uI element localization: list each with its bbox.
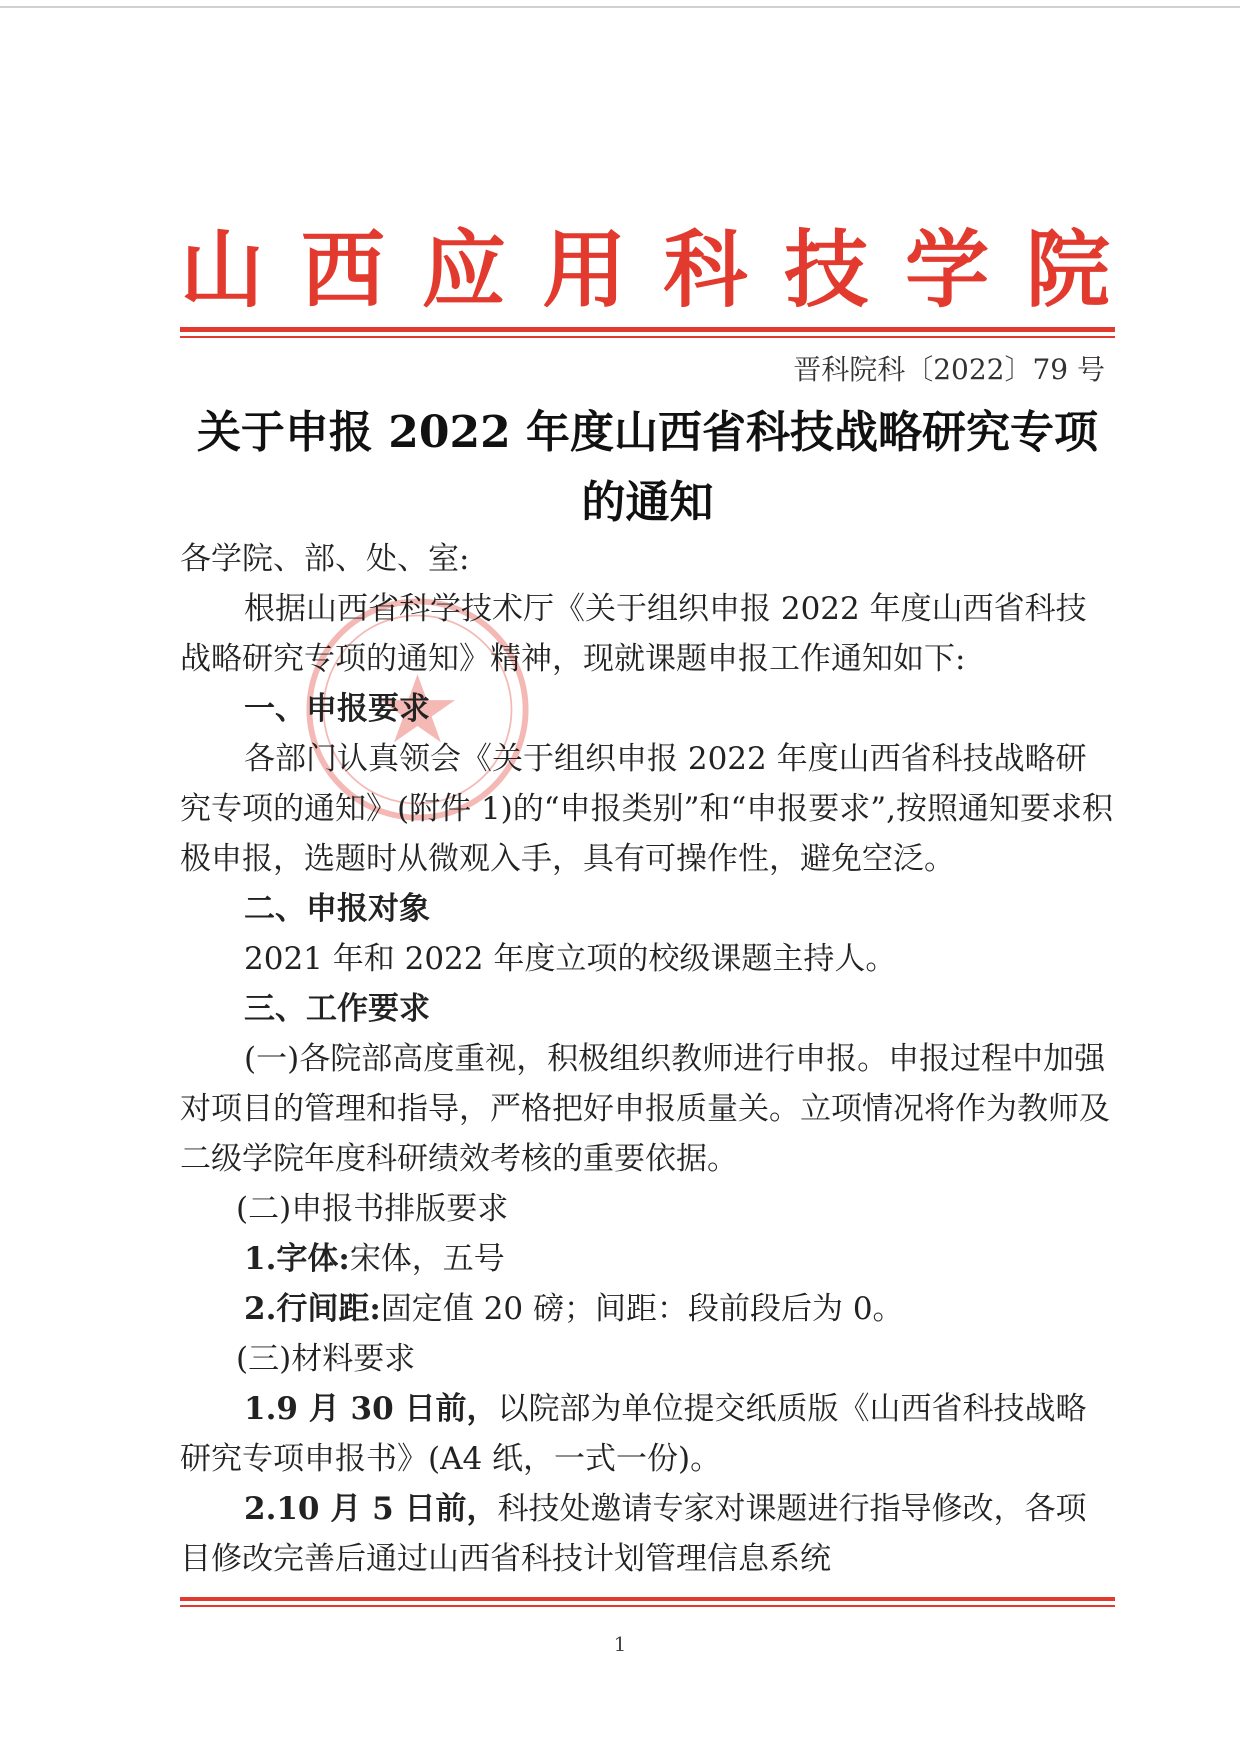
materials-item-2-date: 2.10 月 5 日前， <box>244 1491 498 1527</box>
document-body <box>180 534 1115 1584</box>
masthead-char: 山 <box>180 220 265 319</box>
format-font-label: 1.字体: <box>244 1241 350 1277</box>
scan-edge-line <box>0 6 1240 8</box>
intro-paragraph: 根据山西省科学技术厅《关于组织申报 2022 年度山西省科技战略研究专项的通知》精神，现就课题申报工作通知如下: <box>180 591 1087 677</box>
masthead <box>180 220 1110 320</box>
header-red-rule <box>180 327 1115 332</box>
header-red-rule-thin <box>180 336 1115 338</box>
section-heading-work-requirements: 三、工作要求 <box>244 991 430 1027</box>
masthead-char: 学 <box>905 220 990 319</box>
page-number: 1 <box>613 1632 627 1656</box>
section-heading-applicants: 二、申报对象 <box>244 891 430 927</box>
salutation: 各学院、部、处、室: <box>180 541 470 577</box>
requirements-paragraph: 各部门认真领会《关于组织申报 2022 年度山西省科技战略研究专项的通知》(附件 1)的“申报类别”和“申报要求”,按照通知要求积极申报，选题时从微观入手，具有可操作性，避免空泛。 <box>180 741 1114 877</box>
format-spacing-value: 固定值 20 磅；间距：段前段后为 0。 <box>380 1291 904 1327</box>
masthead-char: 技 <box>784 220 869 319</box>
title-line-1: 关于申报 2022 年度山西省科技战略研究专项 <box>196 407 1099 458</box>
masthead-char: 西 <box>300 220 385 319</box>
document-number: 晋科院科〔2022〕79 号 <box>793 353 1105 386</box>
materials-item-1-date: 1.9 月 30 日前， <box>244 1391 498 1427</box>
materials-item-2 <box>180 1484 1115 1584</box>
footer-red-rule-thin <box>180 1605 1115 1607</box>
format-spacing-label: 2.行间距: <box>244 1291 381 1327</box>
masthead-char: 科 <box>663 220 748 319</box>
work-item-1-paragraph: (一)各院部高度重视，积极组织教师进行申报。申报过程中加强对项目的管理和指导，严格把好申报质量关。立项情况将作为教师及二级学院年度科研绩效考核的重要依据。 <box>180 1041 1110 1177</box>
materials-heading: (三)材料要求 <box>236 1341 416 1377</box>
format-item-spacing <box>180 1284 1115 1334</box>
applicants-paragraph: 2021 年和 2022 年度立项的校级课题主持人。 <box>244 941 897 977</box>
section-heading-requirements: 一、申报要求 <box>244 691 430 727</box>
materials-item-1-text: 以院部为单位提交纸质版《山西省科技战略研究专项申报书》(A4 纸，一式一份)。 <box>180 1391 1087 1477</box>
format-item-font <box>180 1234 1115 1284</box>
materials-item-1 <box>180 1384 1115 1484</box>
footer-red-rule <box>180 1597 1115 1601</box>
masthead-char: 用 <box>542 220 627 319</box>
title-line-2: 的通知 <box>581 477 714 528</box>
document-title <box>180 398 1115 538</box>
format-font-value: 宋体，五号 <box>349 1241 505 1277</box>
masthead-char: 应 <box>421 220 506 319</box>
materials-item-2-text: 科技处邀请专家对课题进行指导修改，各项目修改完善后通过山西省科技计划管理信息系统 <box>180 1491 1087 1577</box>
format-requirements-heading: (二)申报书排版要求 <box>236 1191 509 1227</box>
masthead-char: 院 <box>1025 220 1110 319</box>
